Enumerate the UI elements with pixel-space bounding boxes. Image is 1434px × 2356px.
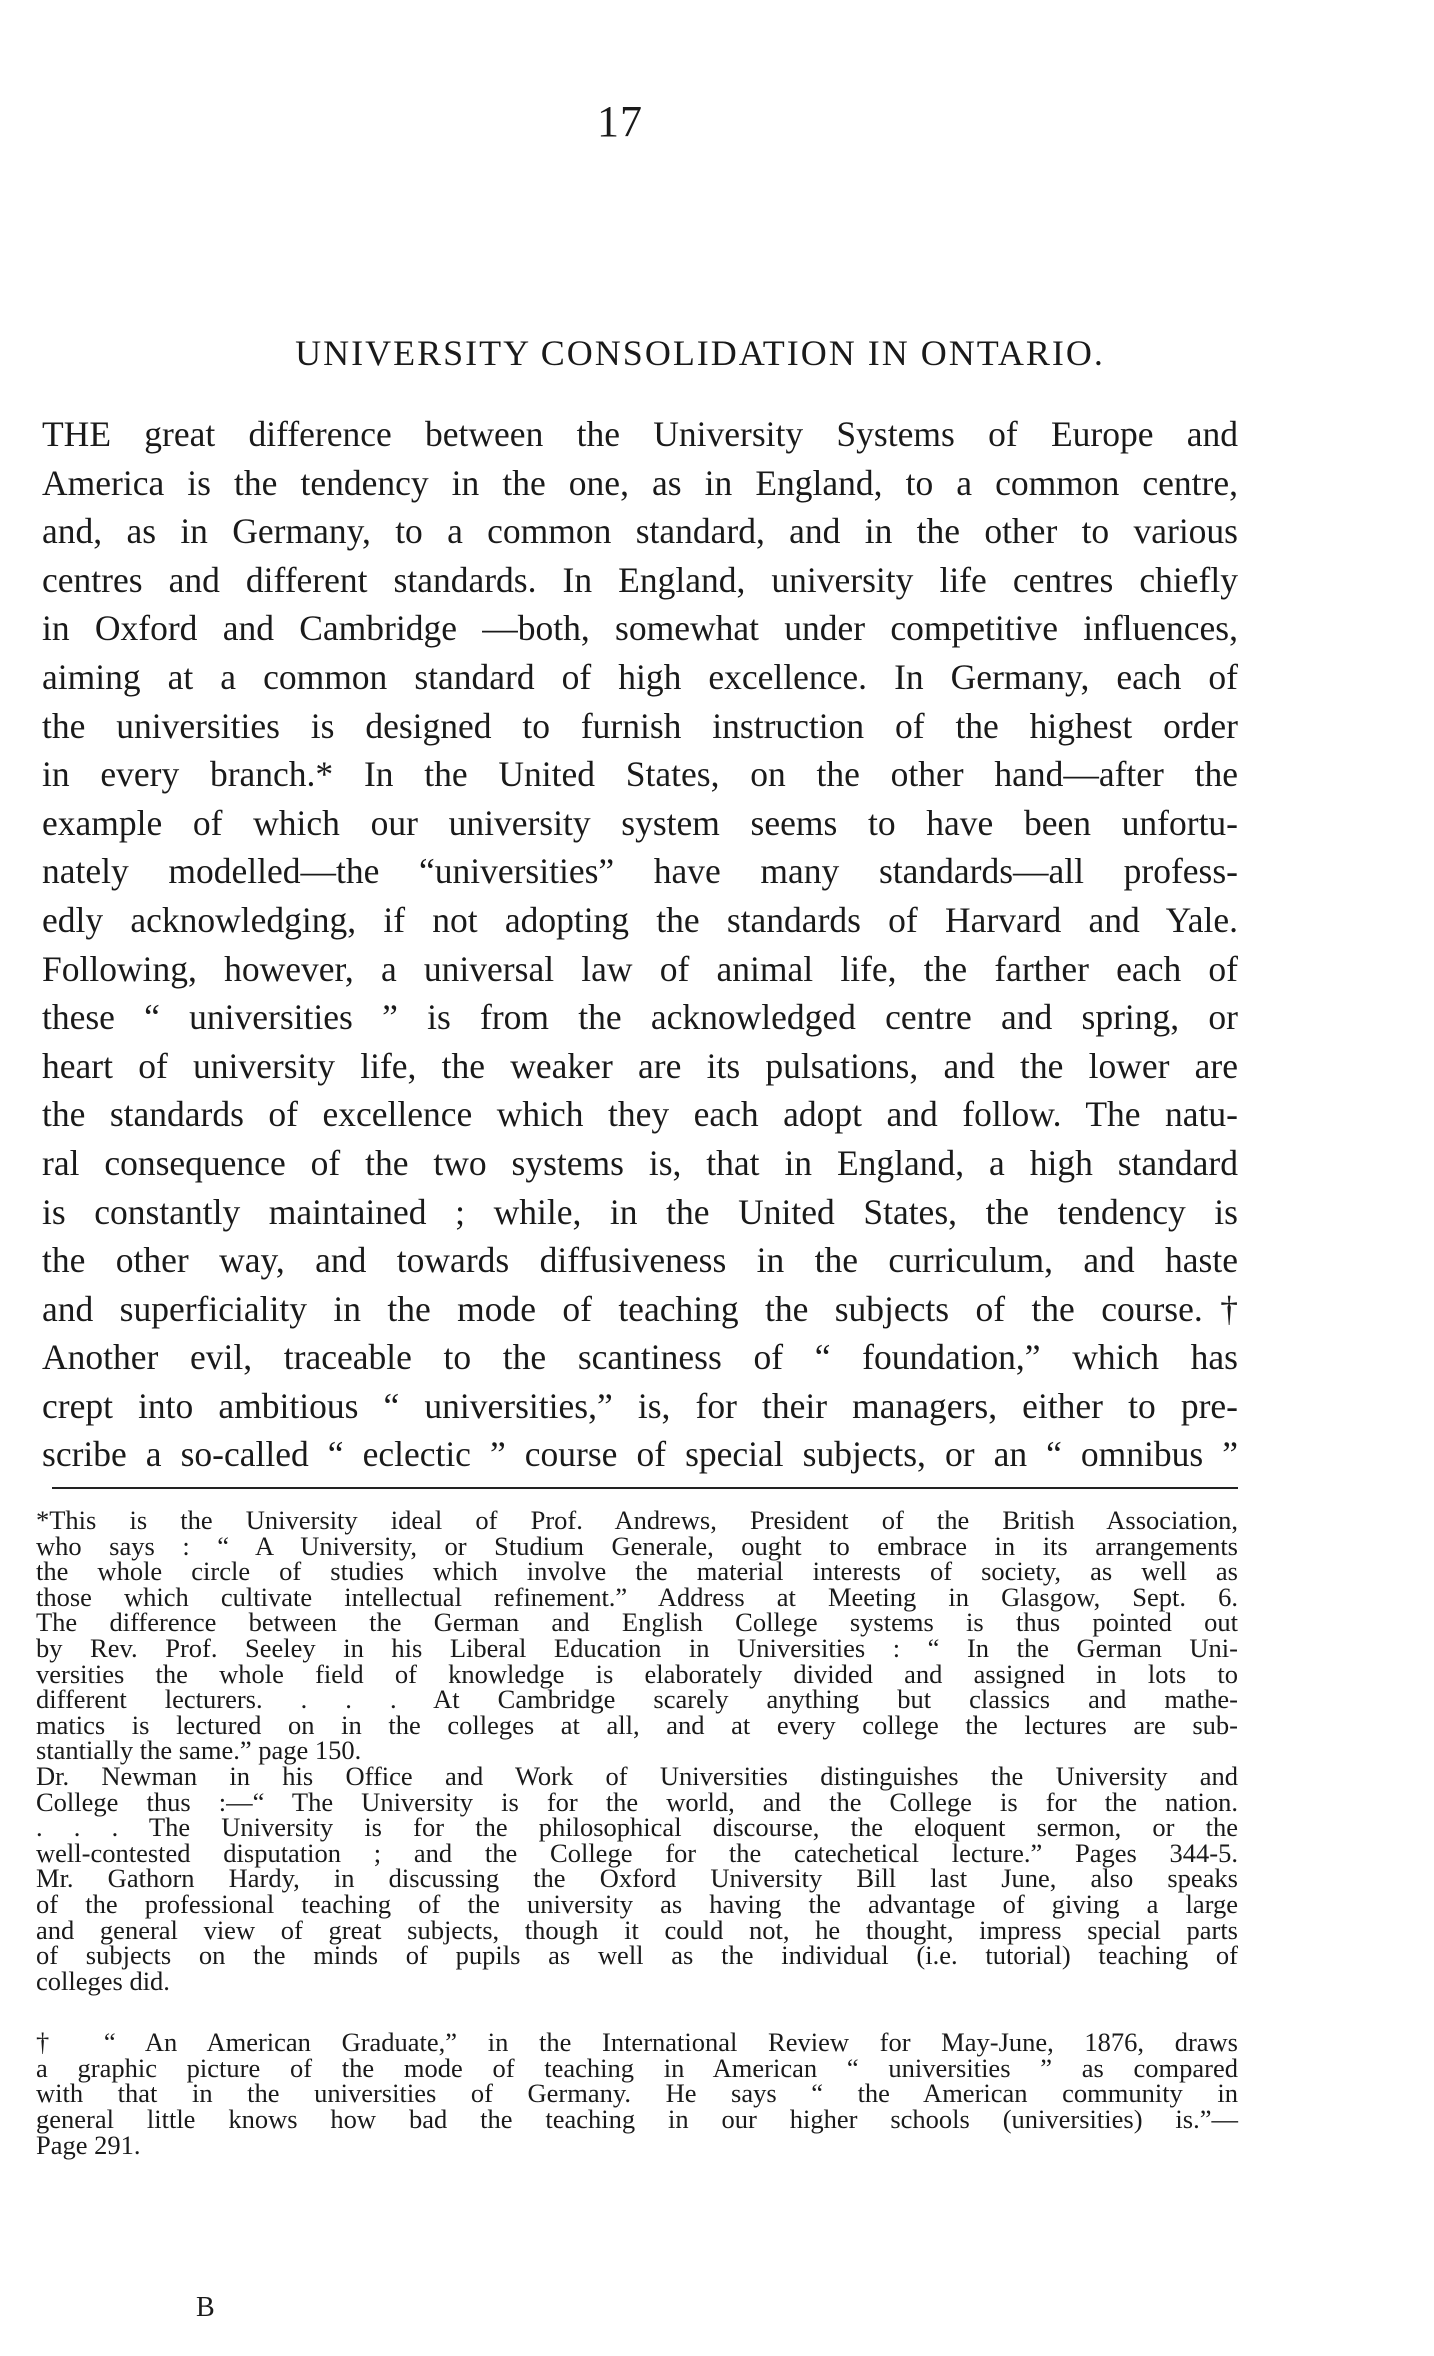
footnote-line: by Rev. Prof. Seeley in his Liberal Education in Universities : “ In the German Uni- [36, 1632, 1238, 1663]
footnote-line: Dr. Newman in his Office and Work of Universities distinguishes the University and [36, 1760, 1238, 1791]
body-line: Another evil, traceable to the scantiness of “ foundation,” which has [42, 1337, 1238, 1378]
footnote-line: colleges did. [36, 1965, 170, 1996]
body-line: in every branch.* In the United States, on the other hand—after the [42, 754, 1238, 795]
body-line: America is the tendency in the one, as in England, to a common centre, [42, 462, 1238, 503]
footnote-line: matics is lectured on in the colleges at all, and at every college the lectures are sub- [36, 1709, 1238, 1740]
body-paragraph [42, 410, 1238, 1479]
footnote-line: the whole circle of studies which involve the material interests of society, as well as [36, 1556, 1238, 1587]
body-line: the other way, and towards diffusiveness in the curriculum, and haste [42, 1240, 1238, 1281]
footnote-line: The difference between the German and English College systems is thus pointed out [36, 1607, 1238, 1638]
footnote-line: well-contested disputation ; and the College for the catechetical lecture.” Pages 344-5. [36, 1837, 1238, 1868]
footnote-line: . . . The University is for the philosophical discourse, the eloquent sermon, or the [36, 1812, 1238, 1843]
body-line: nately modelled—the “universities” have many standards—all profess- [42, 851, 1238, 892]
footnote-1 [36, 1505, 1238, 1996]
body-line: is constantly maintained ; while, in the United States, the tendency is [42, 1191, 1238, 1232]
body-line: and superficiality in the mode of teaching the subjects of the course.† [42, 1288, 1238, 1329]
signature-mark: B [196, 2292, 215, 2323]
body-line: ral consequence of the two systems is, that in England, a high standard [42, 1142, 1238, 1183]
page-number: 17 [597, 97, 643, 146]
footnote-line: versities the whole field of knowledge is elaborately divided and assigned in lots to [36, 1658, 1238, 1689]
footnote-line: stantially the same.” page 150. [36, 1735, 362, 1766]
footnote-line: Mr. Gathorn Hardy, in discussing the Oxford University Bill last June, also speaks [36, 1863, 1238, 1894]
footnote-line: Page 291. [36, 2129, 141, 2160]
body-line: example of which our university system seems to have been unfortu- [42, 802, 1238, 843]
body-line: centres and different standards. In England, university life centres chiefly [42, 559, 1238, 600]
body-line: aiming at a common standard of high excellence. In Germany, each of [42, 656, 1238, 697]
body-line: the universities is designed to furnish instruction of the highest order [42, 705, 1238, 746]
footnote-line: who says : “ A University, or Studium Generale, ought to embrace in its arrangements [36, 1530, 1238, 1561]
footnote-2 [36, 2027, 1238, 2160]
footnotes [36, 1505, 1238, 2160]
body-line: edly acknowledging, if not adopting the standards of Harvard and Yale. [42, 899, 1238, 940]
body-line: the standards of excellence which they each adopt and follow. The natu- [42, 1094, 1238, 1135]
footnote-line: *This is the University ideal of Prof. Andrews, President of the British Association, [36, 1505, 1238, 1535]
footnote-gap [36, 1994, 1238, 2030]
body-line: in Oxford and Cambridge —both, somewhat under competitive influences, [42, 608, 1238, 649]
body-line: and, as in Germany, to a common standard, and in the other to various [42, 511, 1238, 552]
body-line: these “ universities ” is from the acknowledged centre and spring, or [42, 997, 1238, 1038]
body-line: heart of university life, the weaker are its pulsations, and the lower are [42, 1045, 1238, 1086]
footnote-line: College thus :—“ The University is for the world, and the College is for the nation. [36, 1786, 1238, 1817]
body-line: Following, however, a universal law of animal life, the farther each of [42, 948, 1238, 989]
footnote-line: a graphic picture of the mode of teaching in American “ universities ” as compared [36, 2052, 1238, 2083]
footnote-line: and general view of great subjects, though it could not, he thought, impress special parts [36, 1914, 1238, 1945]
footnote-line: those which cultivate intellectual refinement.” Address at Meeting in Glasgow, Sept. 6. [36, 1581, 1238, 1612]
body-line: crept into ambitious “ universities,” is, for their managers, either to pre- [42, 1385, 1238, 1426]
footnote-divider [52, 1487, 1238, 1489]
footnote-line: different lecturers. . . . At Cambridge scarely anything but classics and mathe- [36, 1684, 1238, 1715]
footnote-line: general little knows how bad the teaching in our higher schools (universities) is.”— [36, 2104, 1238, 2135]
footnote-line: of subjects on the minds of pupils as well as the individual (i.e. tutorial) teaching of [36, 1940, 1238, 1971]
page-title: UNIVERSITY CONSOLIDATION IN ONTARIO. [295, 333, 1105, 373]
body-line: scribe a so-called “ eclectic ” course of special subjects, or an “ omnibus ” [42, 1434, 1238, 1475]
body-line: THE great difference between the University Systems of Europe and [42, 414, 1238, 454]
footnote-line: with that in the universities of Germany. He says “ the American community in [36, 2078, 1238, 2109]
footnote-line: of the professional teaching of the university as having the advantage of giving a large [36, 1888, 1238, 1919]
footnote-line: † “ An American Graduate,” in the International Review for May-June, 1876, draws [36, 2027, 1238, 2058]
